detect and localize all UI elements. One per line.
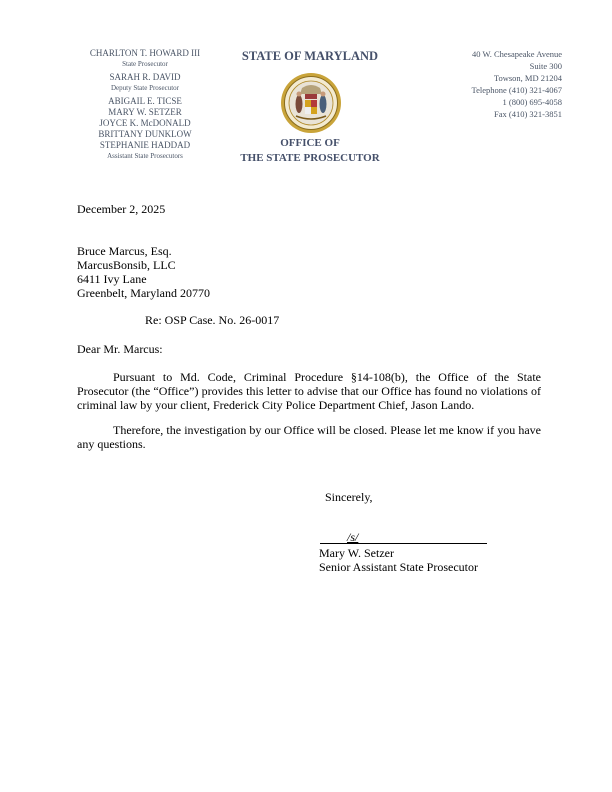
staff-name: CHARLTON T. HOWARD III (89, 48, 201, 58)
salutation: Dear Mr. Marcus: (77, 342, 163, 356)
closing: Sincerely, (325, 490, 373, 504)
recipient-block (77, 244, 210, 300)
re-line: Re: OSP Case. No. 26-0017 (145, 313, 280, 327)
letter-date: December 2, 2025 (77, 202, 166, 216)
state-name: STATE OF MARYLAND (241, 49, 379, 63)
recipient-firm: MarcusBonsib, LLC (77, 258, 176, 272)
toll-free-phone: 1 (800) 695-4058 (502, 97, 562, 107)
office-line-2: THE STATE PROSECUTOR (240, 152, 380, 164)
signature: /s/ (347, 530, 359, 544)
maryland-seal-icon (280, 72, 342, 134)
assistant-name: JOYCE K. McDONALD (99, 118, 191, 128)
recipient-city: Greenbelt, Maryland 20770 (77, 286, 210, 300)
body-paragraph: Pursuant to Md. Code, Criminal Procedure §14-108(b), the Office of the State Prosecutor (the “Office”) provides this letter to advise that our Office has found no violations of criminal law by your client, Frederick City Police Department Chief, Jason Lando. (77, 370, 541, 412)
address-line: 40 W. Chesapeake Avenue (471, 49, 562, 59)
assistant-name: BRITTANY DUNKLOW (98, 129, 192, 139)
staff-name: SARAH R. DAVID (109, 72, 181, 82)
office-address (400, 48, 562, 120)
assistants-title: Assistant State Prosecutors (107, 152, 183, 160)
signer-name: Mary W. Setzer (319, 546, 394, 560)
recipient-name: Bruce Marcus, Esq. (77, 244, 172, 258)
staff-title: Deputy State Prosecutor (110, 84, 180, 92)
body-paragraph: Therefore, the investigation by our Office will be closed. Please let me know if you have any questions. (77, 423, 541, 451)
signer-title: Senior Assistant State Prosecutor (319, 560, 478, 574)
fax: Fax (410) 321-3851 (494, 109, 562, 119)
signer-block (319, 546, 478, 574)
assistant-name: STEPHANIE HADDAD (99, 140, 191, 150)
office-name (215, 136, 405, 166)
assistant-name: ABIGAIL E. TICSE (108, 96, 182, 106)
address-line: Towson, MD 21204 (493, 73, 562, 83)
address-line: Suite 300 (529, 61, 562, 71)
signature-line (320, 543, 487, 544)
telephone: Telephone (410) 321-4067 (471, 85, 562, 95)
recipient-street: 6411 Ivy Lane (77, 272, 147, 286)
staff-title: State Prosecutor (122, 60, 168, 68)
office-line-1: OFFICE OF (280, 137, 340, 149)
staff-list (60, 48, 230, 164)
assistant-name: MARY W. SETZER (108, 107, 182, 117)
letterhead-center (215, 48, 405, 64)
